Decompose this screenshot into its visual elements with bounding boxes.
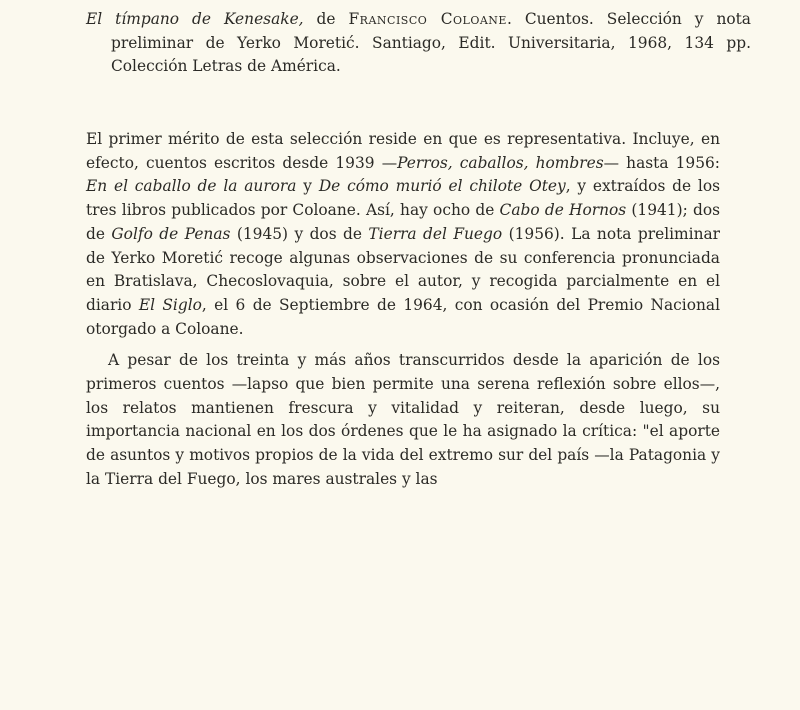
text-run: El primer mérito de esta selección reside en que es representativa. Incluye, en efecto, cuentos escritos desde 1939 — (86, 130, 720, 172)
text-run: , el 6 de Septiembre de 1964, con ocasión del Premio Nacional otorgado a Coloane. (86, 295, 720, 338)
text-run: — hasta 1956: (603, 153, 720, 172)
text-run: , y extraídos de los tres libros publicados por Coloane. Así, hay ocho de (86, 177, 721, 220)
author-name: Francisco Coloane (348, 10, 507, 28)
text-run: (1956). La nota preliminar de Yerko Moretić recoge algunas observaciones de su conferencia pronunciada en Bratislava, Checoslovaquia, sobre el autor, y recogida parcialmente en el diario (86, 224, 721, 314)
bibliographic-citation (86, 8, 751, 79)
story-title: En el caballo de la aurora (86, 177, 297, 196)
book-title: El tímpano de Kenesake, (86, 10, 304, 28)
story-title: De cómo murió el chilote Otey (318, 177, 566, 196)
book-title: Tierra del Fuego (368, 224, 503, 243)
paragraph-1 (86, 128, 720, 341)
book-title: Golfo de Penas (111, 224, 231, 243)
text-run: (1945) y dos de (230, 224, 369, 243)
story-title: Perros, caballos, hombres (397, 153, 604, 172)
text-run: y (296, 177, 319, 196)
paragraph-2: A pesar de los treinta y más años transcurridos desde la aparición de los primeros cuentos —lapso que bien permite una serena reflexión sobre ellos—, los relatos mantienen frescura y vitalidad y reiteran, desde luego, su importancia nacional en los dos órdenes que le ha asignado la crítica: "el aporte de asuntos y motivos propios de la vida del extremo sur del país —la Patagonia y la Tierra del Fuego, los mares australes y las (86, 351, 720, 488)
text-run: (1941); dos de (86, 201, 721, 243)
book-title: Cabo de Hornos (499, 201, 627, 220)
citation-details: . Cuentos. Selección y nota preliminar de Yerko Moretić. Santiago, Edit. Universitaria, 1968, 134 pp. Colección Letras de América. (111, 10, 751, 75)
newspaper-title: El Siglo (138, 295, 202, 314)
review-body (86, 128, 720, 492)
citation-connector: de (303, 10, 349, 28)
